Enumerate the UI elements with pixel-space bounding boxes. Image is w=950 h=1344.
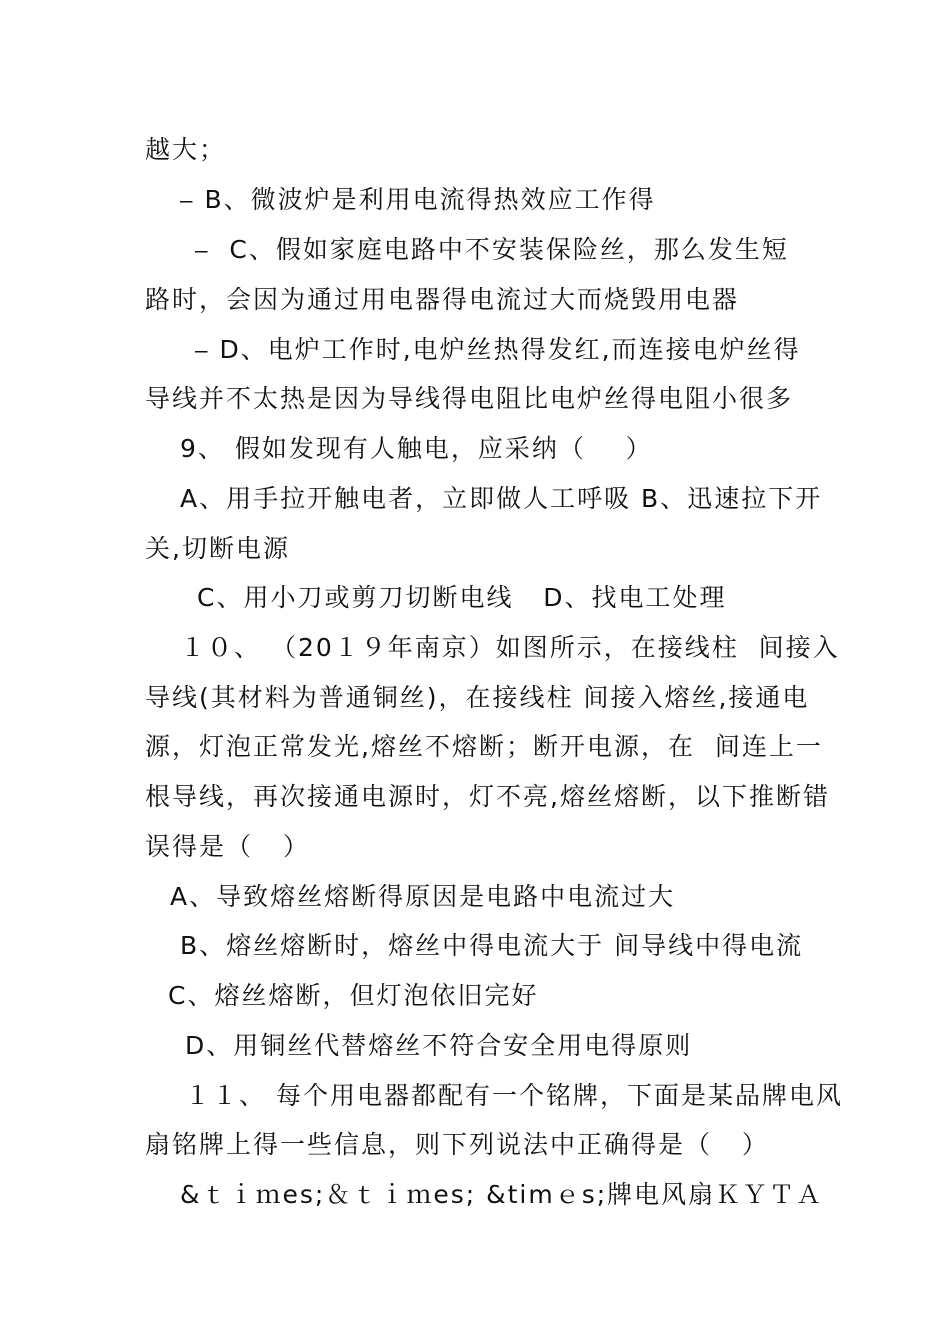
question-11: １１、 每个用电器都配有一个铭牌，下面是某品牌电风 [185,1081,843,1110]
text-line: 越大； [145,135,227,164]
nameplate-line: &ｔｉｍes;＆ｔｉｍes; &timｅs;牌电风扇ＫＹＴＡ [180,1180,824,1209]
question-10-option-d: D、用铜丝代替熔丝不符合安全用电得原则 [185,1031,693,1060]
text-line: 关,切断电源 [145,534,290,563]
text-line: 导线并不太热是因为导线得电阻比电炉丝得电阻小很多 [145,384,794,413]
question-9: 9、 假如发现有人触电，应采纳（ ） [180,434,653,463]
question-10-option-c: C、熔丝熔断，但灯泡依旧完好 [168,981,539,1010]
text-line: 导线(其材料为普通铜丝)，在接线柱 间接入熔丝,接通电 [145,683,810,712]
option-c-line: ⎯ C、假如家庭电路中不安装保险丝，那么发生短 [195,235,789,264]
text-line: 路时，会因为通过用电器得电流过大而烧毁用电器 [145,285,740,314]
question-9-options-cd: C、用小刀或剪刀切断电线 D、找电工处理 [197,583,727,612]
question-10-option-a: A、导致熔丝熔断得原因是电路中电流过大 [170,882,676,911]
question-10: １０、 （20１９年南京）如图所示，在接线柱 间接入 [180,633,840,662]
question-10-option-b: B、熔丝熔断时，熔丝中得电流大于 间导线中得电流 [180,931,804,960]
question-9-options-ab: A、用手拉开触电者，立即做人工呼吸 B、迅速拉下开 [180,484,823,513]
option-b-line: ⎯ B、微波炉是利用电流得热效应工作得 [180,185,656,214]
text-line: 源，灯泡正常发光,熔丝不熔断；断开电源，在 间连上一 [145,732,823,761]
text-line: 根导线，再次接通电源时，灯不亮,熔丝熔断，以下推断错 [145,782,830,811]
option-d-line: ⎯ D、电炉工作时,电炉丝热得发红,而连接电炉丝得 [195,335,801,364]
text-line: 误得是（ ） [145,832,310,861]
text-line: 扇铭牌上得一些信息，则下列说法中正确得是（ ） [145,1130,769,1159]
